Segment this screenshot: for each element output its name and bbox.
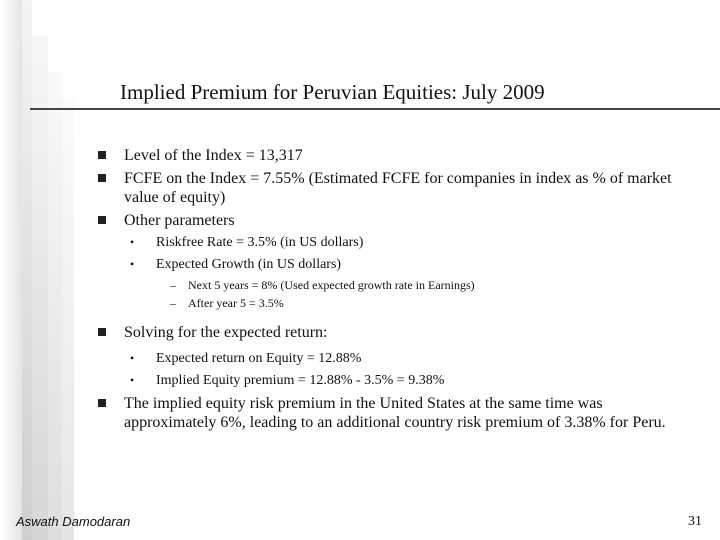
- footer-author: Aswath Damodaran: [16, 514, 131, 529]
- square-bullet-icon: [98, 328, 106, 336]
- slide-title: Implied Premium for Peruvian Equities: July 2009: [120, 80, 545, 104]
- decorative-bar: [22, 0, 32, 540]
- bullet-item: [98, 323, 698, 342]
- bullet-item: [98, 146, 698, 165]
- square-bullet-icon: [98, 399, 106, 407]
- bullet-text: FCFE on the Index = 7.55% (Estimated FCFE for companies in index as % of market value of equity): [124, 170, 672, 206]
- sub-sub-bullet-item: [98, 278, 698, 293]
- sub-bullet-item: [98, 234, 698, 251]
- sub-bullet-text: Expected Growth (in US dollars): [156, 257, 342, 272]
- sub-bullet-item: [98, 372, 698, 389]
- decorative-bar: [0, 0, 22, 540]
- dash-bullet-icon: –: [170, 278, 176, 292]
- sub-sub-bullet-text: After year 5 = 3.5%: [188, 296, 284, 310]
- dot-bullet-icon: •: [130, 235, 135, 249]
- bullet-text: Solving for the expected return:: [124, 324, 328, 341]
- dot-bullet-icon: •: [130, 257, 135, 271]
- bullet-text: Other parameters: [124, 212, 235, 229]
- dot-bullet-icon: •: [130, 351, 135, 365]
- decorative-bar: [32, 36, 48, 540]
- title-underline: [30, 108, 720, 110]
- decorative-bar: [62, 100, 74, 540]
- decorative-bar: [48, 72, 62, 540]
- dash-bullet-icon: –: [170, 296, 176, 310]
- bullet-text: Level of the Index = 13,317: [124, 147, 303, 164]
- sub-bullet-text: Implied Equity premium = 12.88% - 3.5% = 9.38%: [156, 373, 445, 388]
- bullet-text: The implied equity risk premium in the United States at the same time was approximately 6%, leading to an additional country risk premium of 3.38% for Peru.: [124, 395, 666, 431]
- slide-body: [98, 146, 698, 436]
- sub-sub-bullet-text: Next 5 years = 8% (Used expected growth rate in Earnings): [188, 278, 475, 292]
- bullet-item: [98, 169, 698, 207]
- sub-bullet-item: [98, 256, 698, 273]
- bullet-item: [98, 394, 698, 432]
- sub-bullet-text: Expected return on Equity = 12.88%: [156, 351, 362, 366]
- sub-sub-bullet-item: [98, 296, 698, 311]
- sub-bullet-text: Riskfree Rate = 3.5% (in US dollars): [156, 235, 364, 250]
- sub-bullet-item: [98, 350, 698, 367]
- bullet-item: [98, 211, 698, 230]
- square-bullet-icon: [98, 216, 106, 224]
- square-bullet-icon: [98, 174, 106, 182]
- page-number: 31: [688, 514, 702, 529]
- dot-bullet-icon: •: [130, 373, 135, 387]
- square-bullet-icon: [98, 151, 106, 159]
